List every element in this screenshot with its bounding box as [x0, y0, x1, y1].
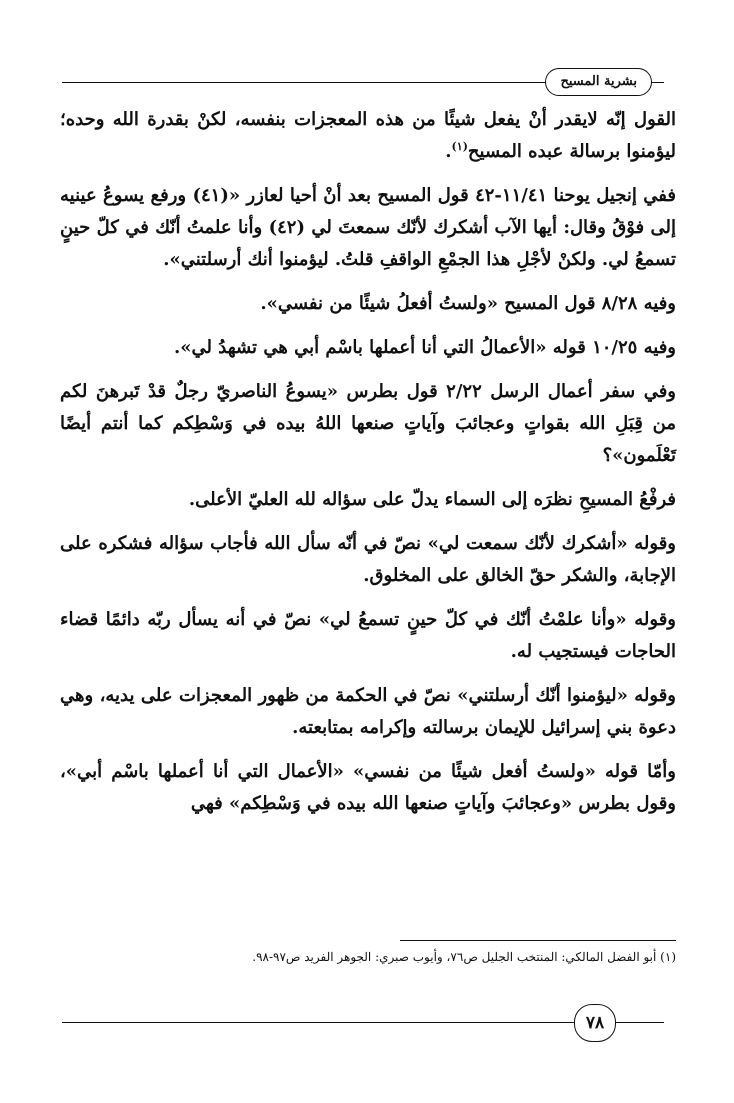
paragraph: وقوله «ليؤمنوا أنّك أرسلتني» نصّ في الحكمة من ظهور المعجزات على يديه، وهي دعوة بني إسرائيل للإيمان برسالته وإكرامه بمتابعته. [60, 685, 676, 738]
paragraph: ففي إنجيل يوحنا ١١/٤١-٤٢ قول المسيح بعد أنْ أحيا لعازر «(٤١) ورفع يسوعُ عينيه إلى فوْقُ وقال: أيها الآب أشكرك لأنّك سمعتَ لي (٤٢) وأنا علمتُ أنّك في كلّ حينٍ تسمعُ لي. ولكنْ لأجْلِ هذا الجمْعِ الواقفِ قلتُ. ليؤمنوا أنك أرسلتني». [60, 185, 677, 270]
paragraph: القول إنّه لايقدر أنْ يفعل شيئًا من هذه المعجزات بنفسه، لكنْ بقدرة الله وحده؛ ليؤمنوا برسالة عبده المسيح$^{(١)}$. [60, 109, 676, 162]
paragraph: وفي سفر أعمال الرسل ٢/٢٢ قول بطرس «يسوعُ الناصريّ رجلٌ قدْ تَبرهنَ لكم من قِبَلِ الله بقواتٍ وعجائبَ وآياتٍ صنعها اللهُ بيده في وَسْطِكم كما أنتم أيضًا تَعْلَمون»؟ [60, 381, 676, 466]
running-title: بشرية المسيح [545, 68, 652, 96]
paragraph: فرفْعُ المسيحِ نظرَه إلى السماء يدلّ على سؤاله لله العليّ الأعلى. [188, 489, 676, 510]
paragraph: وفيه ٨/٢٨ قول المسيح «ولستُ أفعلُ شيئًا من نفسي». [260, 293, 676, 314]
paragraph: وقوله «وأنا علمْتُ أنّك في كلّ حينٍ تسمعُ لي» نصّ في أنه يسأل ربّه دائمًا قضاء الحاجات فيستجيب له. [60, 609, 676, 662]
footnote-ref: (١) [451, 140, 468, 153]
footnote: (١) أبو الفضل المالكي: المنتخب الجليل ص٧٦، وأيوب صبري: الجوهر الفريد ص٩٧-٩٨. [252, 950, 676, 964]
paragraph: وفيه ١٠/٢٥ قوله «الأعمالُ التي أنا أعملها باسْم أبي هي تشهدُ لي». [173, 337, 676, 358]
page-number: ٧٨ [574, 1004, 616, 1042]
main-text [60, 104, 676, 832]
paragraph: وقوله «أشكرك لأنّك سمعت لي» نصّ في أنّه سأل الله فأجاب سؤاله فشكره على الإجابة، والشكر حقّ الخالق على المخلوق. [60, 533, 676, 586]
footnote-rule [400, 940, 676, 941]
running-header [62, 62, 664, 102]
paragraph: وأمّا قوله «ولستُ أفعل شيئًا من نفسي» «الأعمال التي أنا أعملها باسْم أبي»، وقول بطرس «وعجائبَ وآياتٍ صنعها الله بيده في وَسْطِكم» فهي [60, 761, 676, 814]
page-footer [62, 1000, 664, 1040]
